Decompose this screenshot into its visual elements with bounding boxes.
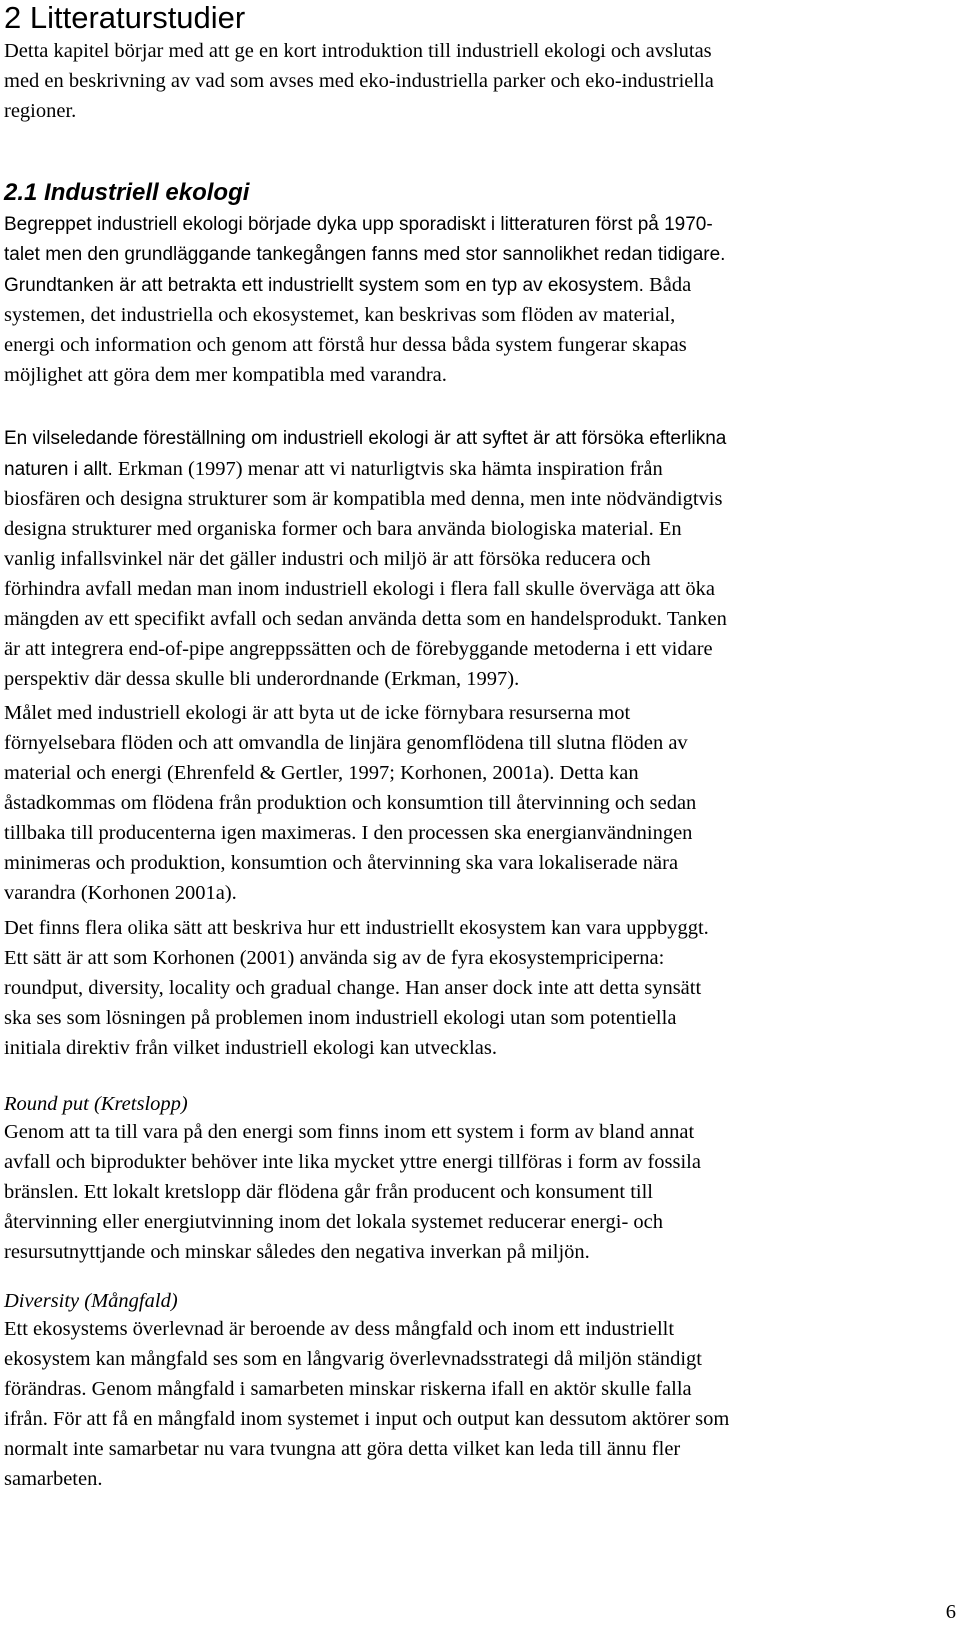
text-line: avfall och biprodukter behöver inte lika mycket yttre energi tillföras i form av fossila [4,1151,701,1173]
text-line: Grundtanken är att betrakta ett industriellt system som en typ av ekosystem. [4,275,644,296]
diversity-paragraph [4,1314,959,1494]
text-line: ifrån. För att få en mångfald inom systemet i input och output kan dessutom aktörer som [4,1408,730,1430]
text-line: Ett sätt är att som Korhonen (2001) använda sig av de fyra ekosystempriciperna: [4,947,665,969]
text-line: normalt inte samarbetar nu vara tvungna att göra detta vilket kan leda till ännu fler [4,1438,681,1460]
roundput-heading: Round put (Kretslopp) [4,1093,188,1115]
diversity-heading: Diversity (Mångfald) [4,1290,178,1312]
text-line: ekosystem kan mångfald ses som en långvarig överlevnadsstrategi då miljön ständigt [4,1348,702,1370]
text-line: samarbeten. [4,1468,103,1490]
text-line: designa strukturer med organiska former och bara använda biologiska material. En [4,518,682,540]
text-line: Målet med industriell ekologi är att byta ut de icke förnybara resurserna mot [4,702,631,724]
text-line: perspektiv där dessa skulle bli underordnande (Erkman, 1997). [4,668,520,690]
text-line: förändras. Genom mångfald i samarbeten minskar riskerna ifall en aktör skulle falla [4,1378,692,1400]
text-line: Det finns flera olika sätt att beskriva hur ett industriellt ekosystem kan vara uppbyggt. [4,917,709,939]
text-line: En vilseledande föreställning om industriell ekologi är att syftet är att försöka efterlikna [4,428,727,449]
text-line: roundput, diversity, locality och gradual change. Han anser dock inte att detta synsätt [4,977,702,999]
text-line: resursutnyttjande och minskar således den negativa inverkan på miljön. [4,1241,590,1263]
text-line: med en beskrivning av vad som avses med eko-industriella parker och eko-industriella [4,70,714,92]
paragraph-4 [4,913,959,1063]
text-line: talet men den grundläggande tankegången fanns med stor sannolikhet redan tidigare. [4,244,726,265]
text-line: förnyelsebara flöden och att omvandla de linjära genomflödena till slutna flöden av [4,732,688,754]
text-line: tillbaka till producenterna igen maximeras. I den processen ska energianvändningen [4,822,693,844]
text-line: initiala direktiv från vilket industriell ekologi kan utvecklas. [4,1037,498,1059]
text-line: minimeras och produktion, konsumtion och återvinning ska vara lokaliserade nära [4,852,679,874]
text-line: material och energi (Ehrenfeld & Gertler, 1997; Korhonen, 2001a). Detta kan [4,762,639,784]
text-fragment: Båda [643,274,692,296]
text-line: naturen i allt. [4,459,113,480]
chapter-title: 2 Litteraturstudier [4,0,246,35]
roundput-paragraph [4,1117,959,1267]
text-line: vanlig infallsvinkel när det gäller industri och miljö är att försöka reducera och [4,548,651,570]
text-line: Genom att ta till vara på den energi som finns inom ett system i form av bland annat [4,1121,695,1143]
text-fragment: Erkman (1997) menar att vi naturligtvis ska hämta inspiration från [112,458,663,480]
chapter-intro [4,36,959,126]
text-line: förhindra avfall medan man inom industriell ekologi i flera fall skulle överväga att öka [4,578,716,600]
text-line: bränslen. Ett lokalt kretslopp där flödena går från producent och konsument till [4,1181,653,1203]
text-line: energi och information och genom att förstå hur dessa båda system fungerar skapas [4,334,687,356]
page-number: 6 [945,1601,956,1623]
text-line: ska ses som lösningen på problemen inom industriell ekologi utan som potentiella [4,1007,677,1029]
text-line: återvinning eller energiutvinning inom det lokala systemet reducerar energi- och [4,1211,664,1233]
text-line: är att integrera end-of-pipe angreppssätten och de förebyggande metoderna i ett vidare [4,638,713,660]
text-line: biosfären och designa strukturer som är kompatibla med denna, men inte nödvändigtvis [4,488,723,510]
text-line: Detta kapitel börjar med att ge en kort introduktion till industriell ekologi och avslutas [4,40,712,62]
text-line: mängden av ett specifikt avfall och sedan använda detta som en handelsprodukt. Tanken [4,608,727,630]
text-line: regioner. [4,100,77,122]
text-line: åstadkommas om flödena från produktion och konsumtion till återvinning och sedan [4,792,697,814]
text-line: möjlighet att göra dem mer kompatibla med varandra. [4,364,447,386]
text-line: varandra (Korhonen 2001a). [4,882,237,904]
text-line: systemen, det industriella och ekosystemet, kan beskrivas som flöden av material, [4,304,676,326]
section-title: 2.1 Industriell ekologi [4,179,250,206]
text-line: Begreppet industriell ekologi började dyka upp sporadiskt i litteraturen först på 1970- [4,214,713,235]
paragraph-3 [4,698,959,908]
text-line: Ett ekosystems överlevnad är beroende av dess mångfald och inom ett industriellt [4,1318,675,1340]
